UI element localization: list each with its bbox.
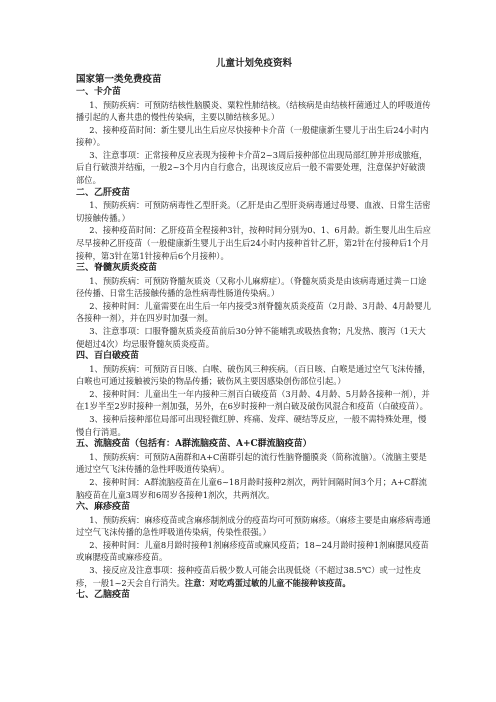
document-title: 儿童计划免疫资料 — [215, 58, 292, 69]
paragraph: 1、预防疾病：可预防百日咳、白喉、破伤风三种疾病。（百日咳、白喉是通过空气飞沫传播，白喉也可通过接触被污染的物品传播；破伤风主要因感染创伤部位引起。） — [76, 363, 431, 387]
paragraph: 3、接种后接种部位局部可出现轻微红肿、疼痛、发痒、硬结等反应，一般不需特殊处理，慢慢自行消退。 — [76, 414, 427, 437]
paragraph: 3、注意事项：正常接种反应表现为接种卡介苗2~3周后接种部位出现局部红肿并形成脓疱，后自行破溃并结痂，一般2~3个月内自行愈合，出现该反应后一般不需要处理，注意保护好破溃部位。 — [76, 149, 428, 186]
paragraph: 2、接种疫苗时间：新生婴儿出生后应尽快接种卡介苗（一般健康新生婴儿于出生后24小时内接种）。 — [76, 124, 429, 148]
heading-jev: 七、乙脑疫苗 — [76, 590, 131, 601]
paragraph: 1、预防疾病：可预防脊髓灰质炎（又称小儿麻痹症）。（脊髓灰质炎是由该病毒通过粪－口途径传播、日常生活接触传播的急性病毒性肠道传染病。） — [76, 275, 427, 299]
paragraph: 2、接种时间：儿童出生一年内接种三剂百白破疫苗（3月龄、4月龄、5月龄各接种一剂），并在1岁半至2岁时接种一剂加强，另外，在6岁时接种一剂白破及破伤风混合和疫苗（白破疫苗）。 — [76, 388, 430, 412]
paragraph: 1、预防疾病：可预防病毒性乙型肝炎。（乙肝是由乙型肝炎病毒通过母婴、血液、日常生活密切接触传播。） — [76, 200, 431, 223]
paragraph: 2、接种时间：儿童需要在出生后一年内接受3剂脊髓灰质炎疫苗（2月龄、3月龄、4月龄婴儿各接种一剂），并在四岁时加强一剂。 — [76, 300, 431, 324]
heading-dtp: 四、百白破疫苗 — [76, 351, 140, 362]
paragraph: 1、预防疾病：麻疹疫苗或含麻疹制剂成分的疫苗均可可预防麻疹。（麻疹主要是由麻疹病毒通过空气飞沫传播的急性呼吸道传染病，传染性很强。） — [76, 514, 431, 538]
paragraph: 3、注意事项：口服脊髓灰质炎疫苗前后30分钟不能哺乳或吸热食物；凡发热、腹泻（1天大便超过4次）均忌服脊髓灰质炎疫苗。 — [76, 326, 426, 349]
paragraph: 1、预防疾病：可预防结核性脑膜炎、粟粒性肺结核。（结核病是由结核杆菌通过人的呼吸道传播引起的人畜共患的慢性传染病，主要以肺结核多见。） — [76, 99, 431, 123]
heading-meningitis: 五、流脑疫苗（包括有：A群流脑疫苗、A+C群流脑疫苗） — [76, 439, 312, 450]
heading-bcg: 一、卡介苗 — [76, 87, 122, 97]
section-heading: 国家第一类免费疫苗 — [76, 74, 162, 85]
paragraph: 2、接种疫苗时间：乙肝疫苗全程接种3针，按种时间分别为0、1、6月龄。新生婴儿出生后应尽早接种乙肝疫苗（一般健康新生婴儿于出生后24小时内接种首针乙肝，第2针在付接种后1个月接种，第3针在第1针接种后6个月接种）。 — [76, 225, 431, 261]
paragraph: 2、接种时间：A群流脑疫苗在儿童6~18月龄时接种2剂次，两针间隔时间3个月；A+C群流脑疫苗在儿童3周岁和6周岁各接种1剂次，共两剂次。 — [76, 476, 427, 500]
heading-polio: 三、脊髓灰质炎疫苗 — [76, 263, 158, 274]
allergy-warning: 注意：对吃鸡蛋过敏的儿童不能接种该疫苗。 — [184, 577, 351, 588]
heading-measles: 六、麻疹疫苗 — [76, 502, 131, 513]
paragraph — [76, 564, 432, 589]
paragraph: 1、预防疾病：可预防A菌群和A+C菌群引起的流行性脑脊髓膜炎（简称流脑）。（流脑主要是通过空气飞沫传播的急性呼吸道传染病）。 — [76, 451, 427, 475]
heading-hepb: 二、乙肝疫苗 — [76, 187, 131, 198]
paragraph-text: 3、接反应及注意事项：接种疫苗后极少数人可能会出现低烧（不超过38.5℃）或一过性皮疹，一般1~2天会自行消失。 — [76, 565, 421, 588]
paragraph: 2、接种时间：儿童8月龄时接种1剂麻疹疫苗或麻风疫苗；18~24月龄时接种1剂麻腮风疫苗或麻腮疫苗或麻疹疫苗。 — [76, 539, 429, 563]
